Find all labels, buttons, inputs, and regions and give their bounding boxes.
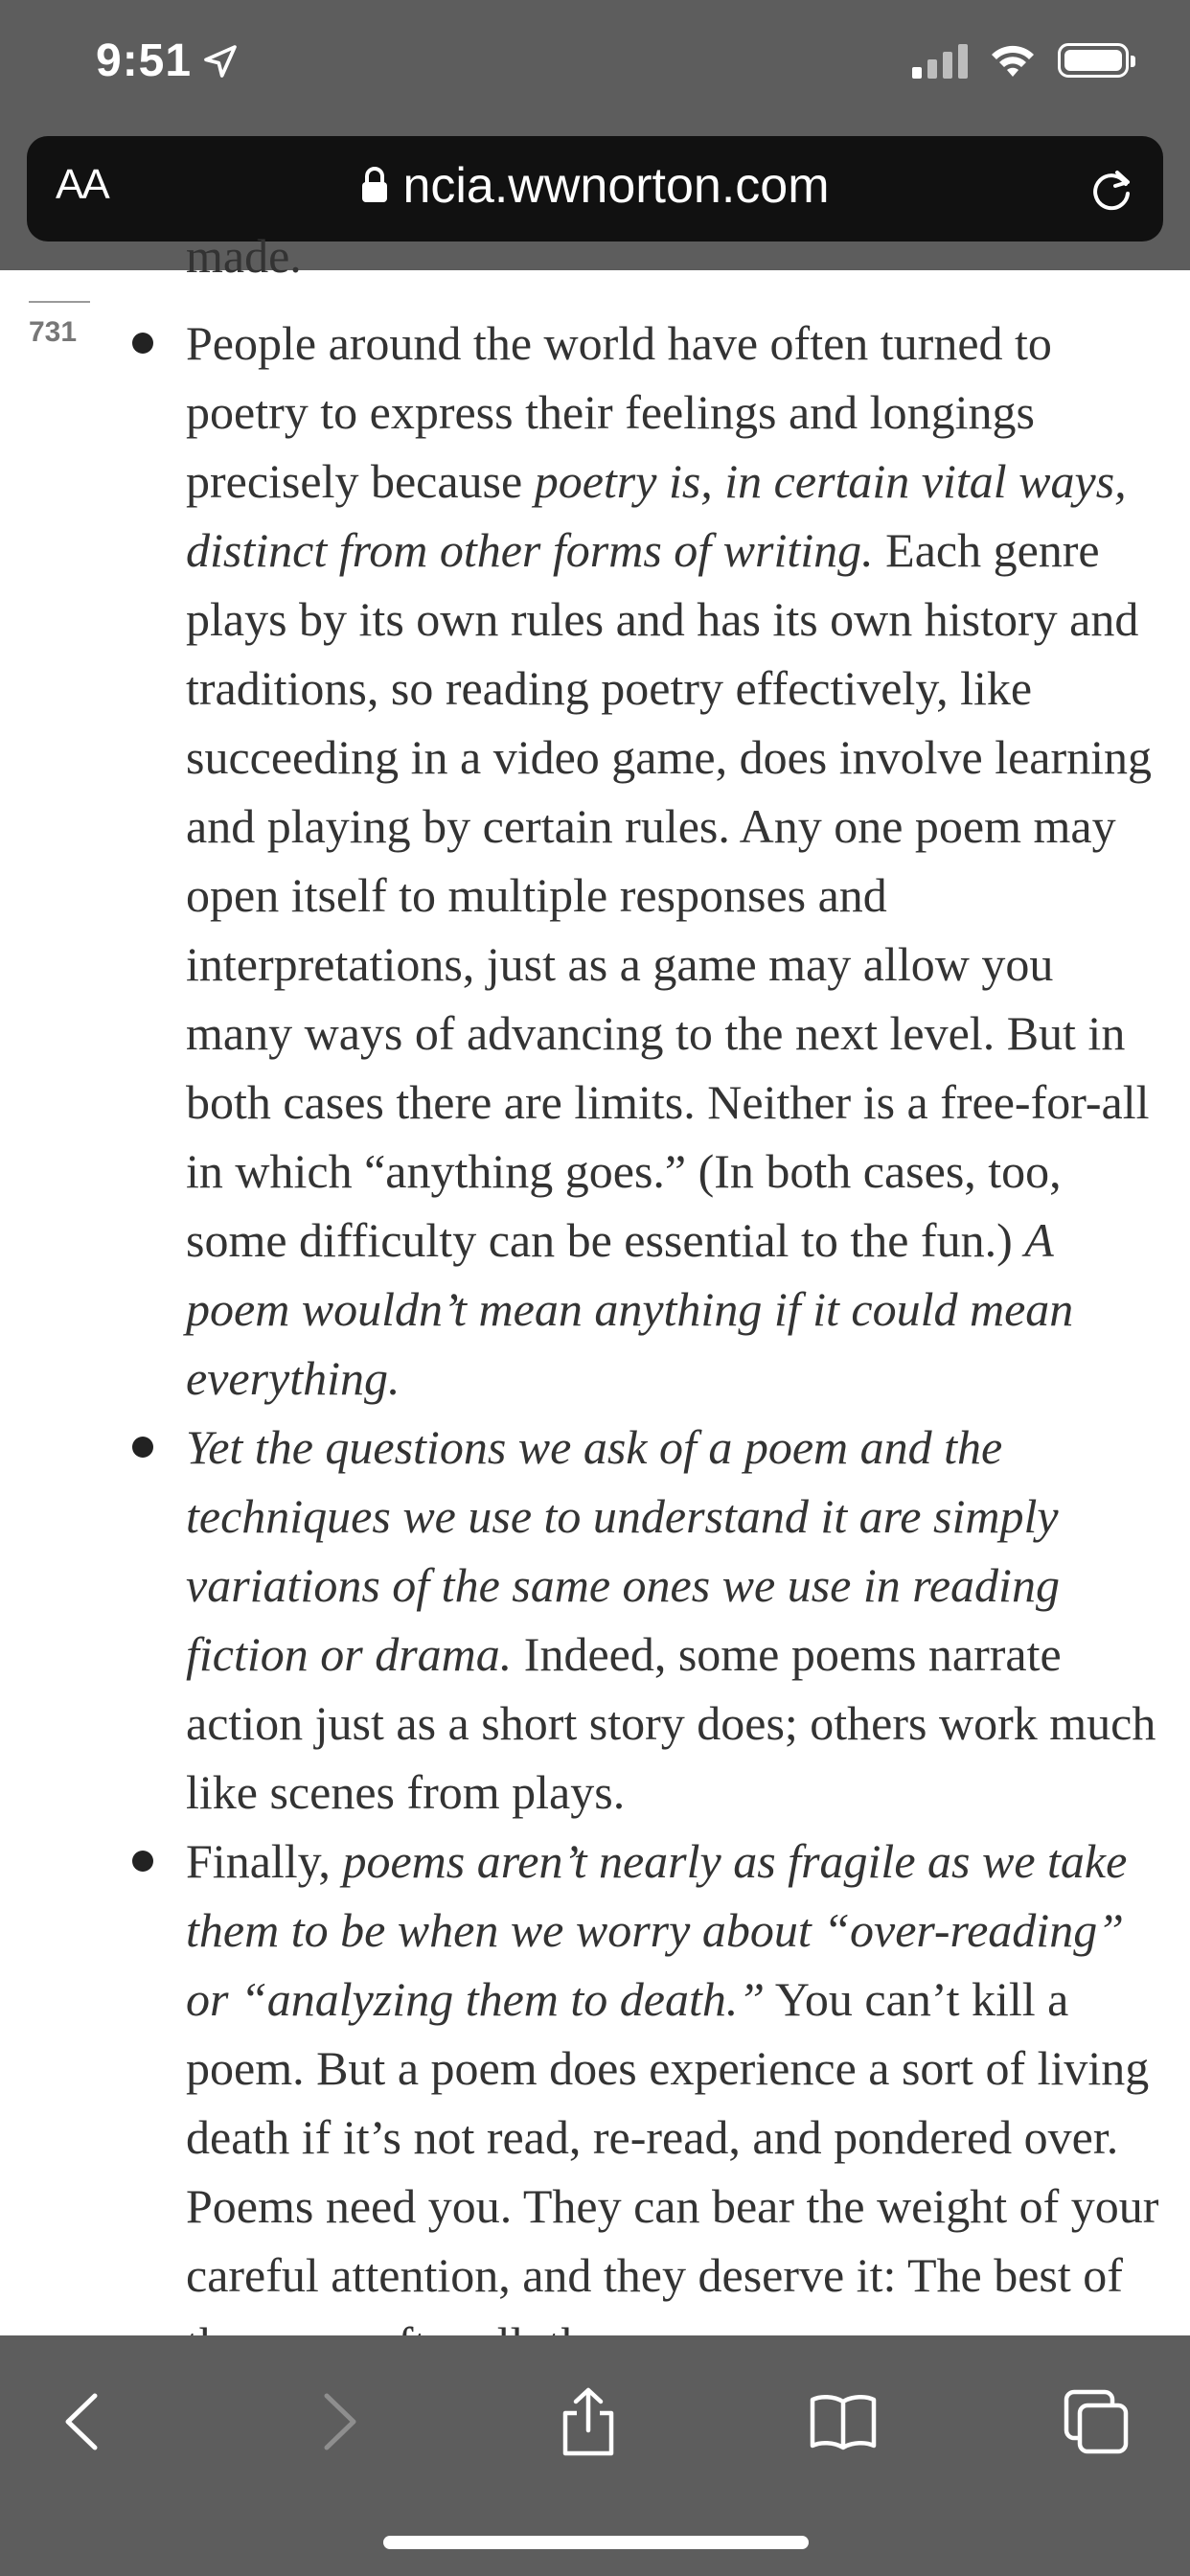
page-marker-line — [29, 301, 90, 303]
list-item — [0, 1827, 1190, 2379]
status-time-label: 9:51 — [96, 35, 193, 86]
partial-text-top: made. — [186, 229, 302, 283]
text-run: You can’t kill a poem. But a poem does experience a sort of living death if it’s not read, re-read, and pondered over. Poems need you. They can bear the weight of your careful attention, and they deserve it: The best of — [186, 1972, 1159, 2302]
back-button[interactable] — [44, 2383, 121, 2460]
share-icon — [558, 2386, 619, 2457]
lock-icon — [360, 166, 389, 204]
page-content[interactable] — [0, 229, 1190, 2335]
reload-icon[interactable] — [1085, 163, 1138, 217]
home-indicator[interactable] — [383, 2536, 809, 2549]
list-item — [0, 1413, 1190, 1827]
address-bar[interactable] — [27, 136, 1163, 242]
italic-run: poems aren’t nearly as fragile as we take them to be when we worry about “over-reading” or “analyzing them to death.” — [186, 1834, 1128, 2026]
status-icons — [912, 42, 1129, 79]
url-field[interactable] — [27, 157, 1163, 215]
italic-run: poetry is, in certain vital ways, distinct from other forms of writing. — [186, 454, 1127, 577]
text-run: Finally, — [186, 1834, 343, 1888]
bullet-list — [0, 309, 1190, 2379]
reader-view-label: AA — [56, 161, 108, 208]
browser-top-chrome — [0, 0, 1190, 270]
status-time — [96, 34, 240, 87]
text-run: Indeed, some poems narrate action just as a short story does; others work much like scenes from plays. — [186, 1627, 1156, 1819]
url-text: ncia.wwnorton.com — [402, 158, 830, 214]
text-run: People around the world have often turned to poetry to express their feelings and longings precisely because — [186, 316, 1052, 508]
bullet-dot — [132, 1437, 153, 1458]
share-button[interactable] — [550, 2383, 627, 2460]
forward-button[interactable] — [301, 2383, 378, 2460]
tabs-button[interactable] — [1058, 2383, 1134, 2460]
forward-icon — [315, 2390, 363, 2453]
location-arrow-icon — [201, 42, 240, 80]
back-icon — [58, 2390, 106, 2453]
italic-run: A poem wouldn’t mean anything if it could mean everything. — [186, 1213, 1074, 1405]
tabs-icon — [1063, 2388, 1130, 2455]
text-run: Each genre plays by its own rules and has its own history and traditions, so reading poetry effectively, like succeeding in a video game, does involve learning and playing by certain rules. Any one poem may open itself to multiple responses and interpretations, just as a game may allow you many ways of advancing to the next level. But in both cases there are limits. Neither is a free-for-all in which “anything goes.” (In both cases, too, some difficulty can be essential to the fun.) — [186, 523, 1153, 1267]
cellular-signal-icon — [912, 42, 968, 79]
italic-run: Yet the questions we ask of a poem and the techniques we use to understand it are simply variations of the same ones we use in reading fiction or drama. — [186, 1420, 1060, 1681]
bookmarks-icon — [809, 2392, 878, 2451]
wifi-icon — [989, 42, 1037, 79]
bookmarks-button[interactable] — [805, 2383, 881, 2460]
list-item — [0, 309, 1190, 1413]
battery-icon — [1058, 43, 1129, 78]
bullet-dot — [132, 333, 153, 354]
page-number: 731 — [29, 316, 78, 348]
bullet-dot — [132, 1851, 153, 1872]
